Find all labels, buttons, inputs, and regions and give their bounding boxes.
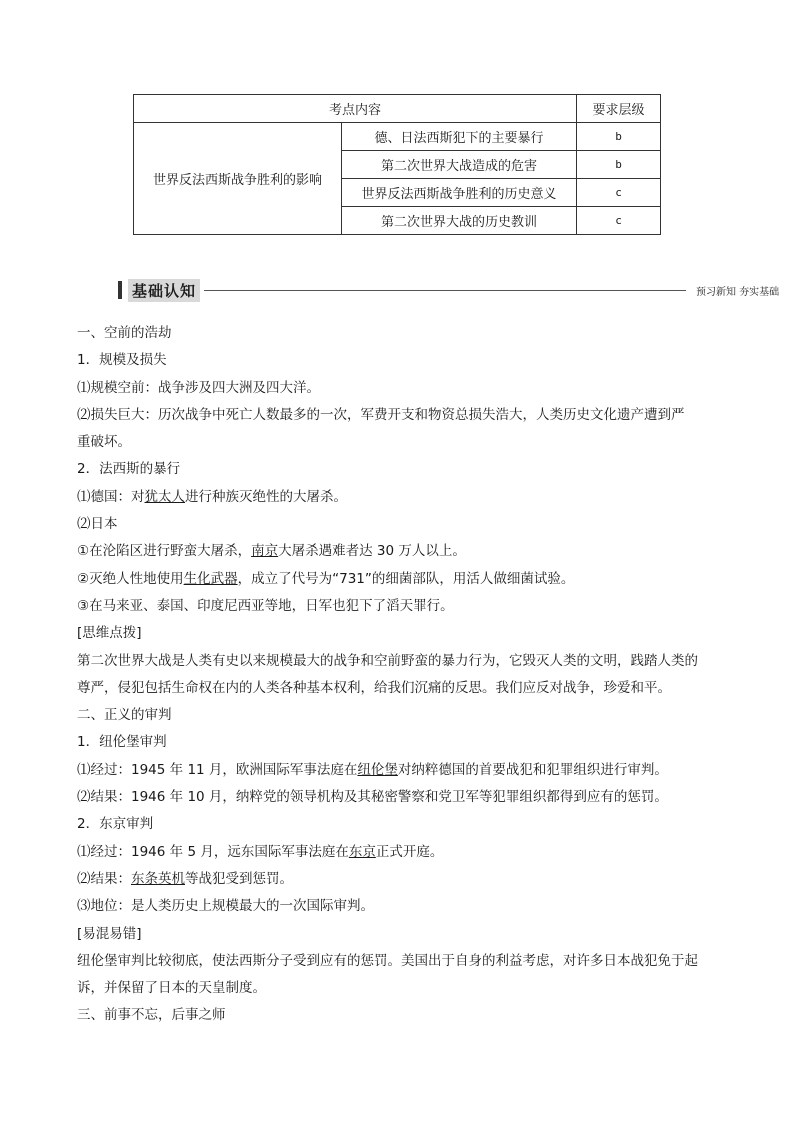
section-header <box>118 279 780 301</box>
paragraph: 纽伦堡审判比较彻底，使法西斯分子受到应有的惩罚。美国出于自身的利益考虑，对许多日本战犯免于起 <box>77 952 698 969</box>
section-title: 基础认知 <box>128 279 200 302</box>
tip-label: [思维点拨] <box>77 625 142 642</box>
paragraph: ⑶地位：是人类历史上规模最大的一次国际审判。 <box>77 898 374 915</box>
item-cell: 德、日法西斯犯下的主要暴行 <box>342 123 577 151</box>
level-cell: b <box>577 123 661 151</box>
item-cell: 第二次世界大战的历史教训 <box>342 207 577 235</box>
item-cell: 第二次世界大战造成的危害 <box>342 151 577 179</box>
subheading: 2．法西斯的暴行 <box>77 461 181 478</box>
paragraph <box>77 866 719 893</box>
text: 正式开庭。 <box>375 843 444 860</box>
text: ⑵结果： <box>77 870 131 887</box>
text: ⑴经过：1945 年 11 月，欧洲国际军事法庭在 <box>77 761 358 778</box>
exam-points-table <box>133 94 661 235</box>
tip-label: [易混易错] <box>77 925 142 942</box>
text: ⑴德国：对 <box>77 488 145 505</box>
paragraph <box>77 484 719 511</box>
level-cell: b <box>577 151 661 179</box>
section-bar <box>118 281 122 299</box>
level-cell: c <box>577 179 661 207</box>
table-header-row <box>134 95 661 123</box>
table-row <box>134 123 661 151</box>
item-cell: 世界反法西斯战争胜利的历史意义 <box>342 179 577 207</box>
key-term: 东京 <box>348 843 376 860</box>
key-term: 南京 <box>251 543 279 560</box>
paragraph: ⑴规模空前：战争涉及四大洲及四大洋。 <box>77 379 320 396</box>
body-text <box>77 320 719 1030</box>
paragraph: ⑵结果：1946 年 10 月，纳粹党的领导机构及其秘密警察和党卫军等犯罪组织都得到应有的惩罚。 <box>77 789 668 806</box>
paragraph: 诉，并保留了日本的天皇制度。 <box>77 980 266 997</box>
paragraph: 第二次世界大战是人类有史以来规模最大的战争和空前野蛮的暴力行为，它毁灭人类的文明，践踏人类的 <box>77 652 698 669</box>
text: 进行种族灭绝性的大屠杀。 <box>185 488 347 505</box>
level-cell: c <box>577 207 661 235</box>
paragraph: 尊严，侵犯包括生命权在内的人类各种基本权利，给我们沉痛的反思。我们应反对战争，珍爱和平。 <box>77 679 671 696</box>
key-term: 东条英机 <box>131 870 185 887</box>
heading-3: 三、前事不忘，后事之师 <box>77 1007 226 1024</box>
section-subtitle: 预习新知 夯实基础 <box>696 287 780 298</box>
paragraph <box>77 839 719 866</box>
text: ⑴经过：1946 年 5 月，远东国际军事法庭在 <box>77 843 349 860</box>
paragraph: ③在马来亚、泰国、印度尼西亚等地，日军也犯下了滔天罪行。 <box>77 597 454 614</box>
header-level: 要求层级 <box>577 95 661 123</box>
subheading: 1．规模及损失 <box>77 352 167 369</box>
text: 对纳粹德国的首要战犯和犯罪组织进行审判。 <box>397 761 668 778</box>
key-term: 犹太人 <box>144 488 185 505</box>
text: ②灭绝人性地使用 <box>77 570 184 587</box>
text: ①在沦陷区进行野蛮大屠杀， <box>77 543 252 560</box>
topic-cell: 世界反法西斯战争胜利的影响 <box>134 123 342 235</box>
key-term: 纽伦堡 <box>357 761 398 778</box>
heading-2: 二、正义的审判 <box>77 707 172 724</box>
subheading: 2．东京审判 <box>77 816 154 833</box>
paragraph: 重破坏。 <box>77 434 131 451</box>
paragraph <box>77 538 719 565</box>
subheading: 1．纽伦堡审判 <box>77 734 167 751</box>
paragraph: ⑵日本 <box>77 516 118 533</box>
paragraph <box>77 757 719 784</box>
text: 等战犯受到惩罚。 <box>185 870 293 887</box>
heading-1: 一、空前的浩劫 <box>77 325 172 341</box>
key-term: 生化武器 <box>183 570 238 587</box>
text: 大屠杀遇难者达 30 万人以上。 <box>278 543 466 560</box>
paragraph <box>77 566 719 593</box>
text: ，成立了代号为“731”的细菌部队，用活人做细菌试验。 <box>237 570 575 587</box>
section-divider <box>204 290 686 291</box>
header-content: 考点内容 <box>134 95 577 123</box>
paragraph: ⑵损失巨大：历次战争中死亡人数最多的一次，军费开支和物资总损失浩大，人类历史文化遗产遭到严 <box>77 406 685 423</box>
